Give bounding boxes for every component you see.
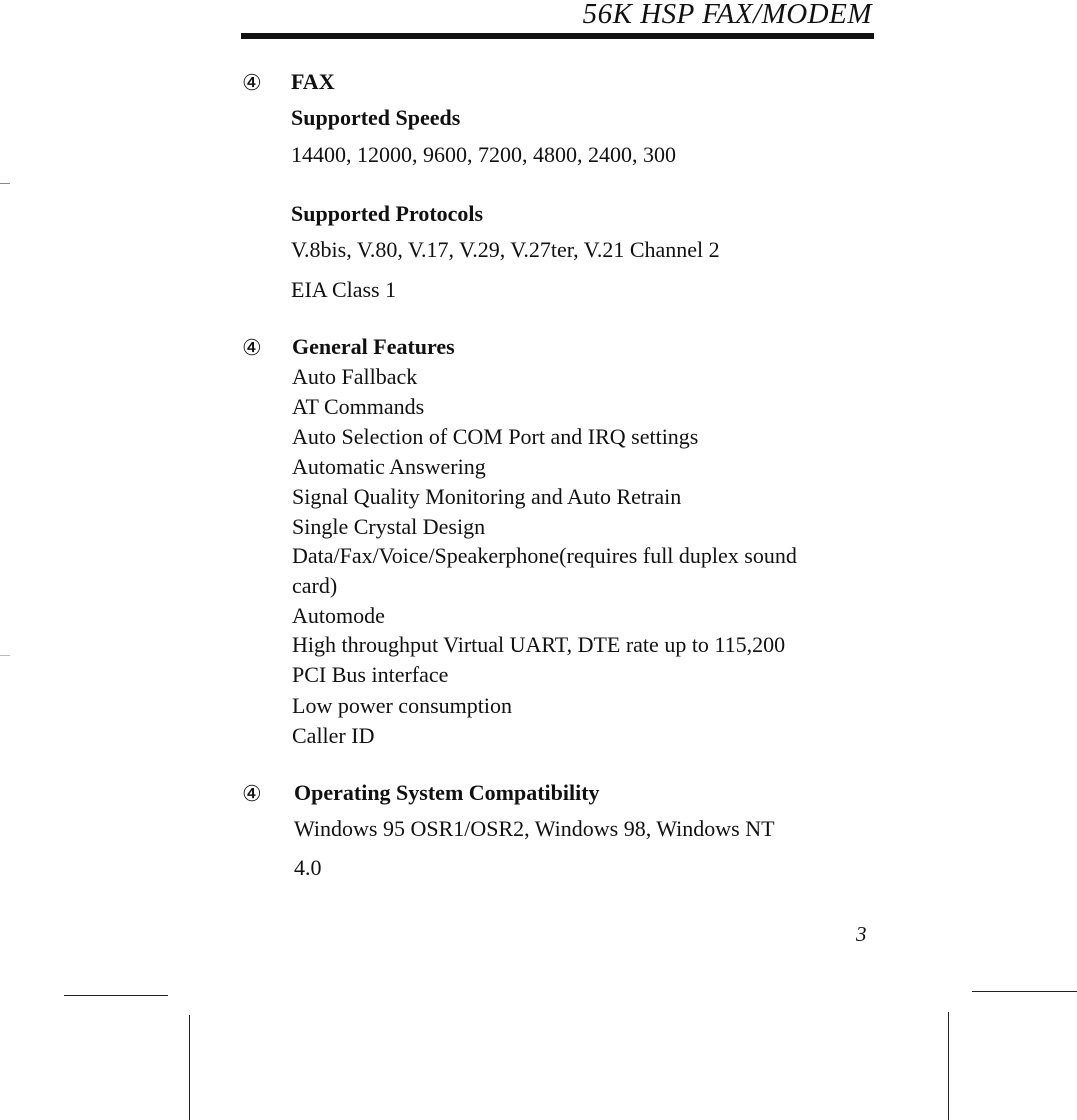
feature-item: AT Commands bbox=[292, 394, 425, 419]
subheading-supported-speeds: Supported Speeds bbox=[291, 105, 461, 130]
os-compatibility-version: 4.0 bbox=[294, 855, 322, 880]
bullet-icon: ④ bbox=[242, 781, 262, 806]
bullet-icon: ④ bbox=[242, 335, 262, 360]
page-number: 3 bbox=[856, 922, 867, 946]
feature-item: Automatic Answering bbox=[292, 454, 486, 479]
crop-mark bbox=[948, 1012, 949, 1120]
feature-item: Caller ID bbox=[292, 723, 375, 748]
feature-item: Signal Quality Monitoring and Auto Retrain bbox=[292, 484, 682, 509]
feature-item: High throughput Virtual UART, DTE rate up to 115,200 bbox=[292, 632, 786, 657]
feature-item: card) bbox=[292, 573, 338, 598]
section-title-general-features: General Features bbox=[292, 334, 455, 359]
bullet-icon: ④ bbox=[242, 70, 262, 95]
running-head: 56K HSP FAX/MODEM bbox=[582, 0, 872, 30]
feature-item: Auto Selection of COM Port and IRQ settings bbox=[292, 424, 699, 449]
feature-item: Single Crystal Design bbox=[292, 514, 486, 539]
crop-mark bbox=[64, 995, 168, 996]
crop-mark bbox=[0, 183, 10, 184]
crop-mark bbox=[189, 1015, 190, 1120]
subheading-supported-protocols: Supported Protocols bbox=[291, 201, 484, 226]
section-title-fax: FAX bbox=[291, 69, 335, 94]
crop-mark bbox=[972, 991, 1077, 992]
header-rule bbox=[241, 33, 874, 39]
crop-mark bbox=[0, 655, 10, 656]
section-title-os-compatibility: Operating System Compatibility bbox=[294, 780, 600, 805]
os-compatibility-list: Windows 95 OSR1/OSR2, Windows 98, Windows NT bbox=[294, 816, 775, 841]
feature-item: Automode bbox=[292, 603, 385, 628]
feature-item: Data/Fax/Voice/Speakerphone(requires full duplex sound bbox=[292, 543, 797, 568]
feature-item: Auto Fallback bbox=[292, 364, 418, 389]
supported-speeds-list: 14400, 12000, 9600, 7200, 4800, 2400, 300 bbox=[291, 142, 676, 167]
feature-item: PCI Bus interface bbox=[292, 662, 449, 687]
supported-protocols-list: V.8bis, V.80, V.17, V.29, V.27ter, V.21 Channel 2 bbox=[291, 237, 720, 262]
supported-protocols-class: EIA Class 1 bbox=[291, 277, 397, 302]
feature-item: Low power consumption bbox=[292, 693, 512, 718]
